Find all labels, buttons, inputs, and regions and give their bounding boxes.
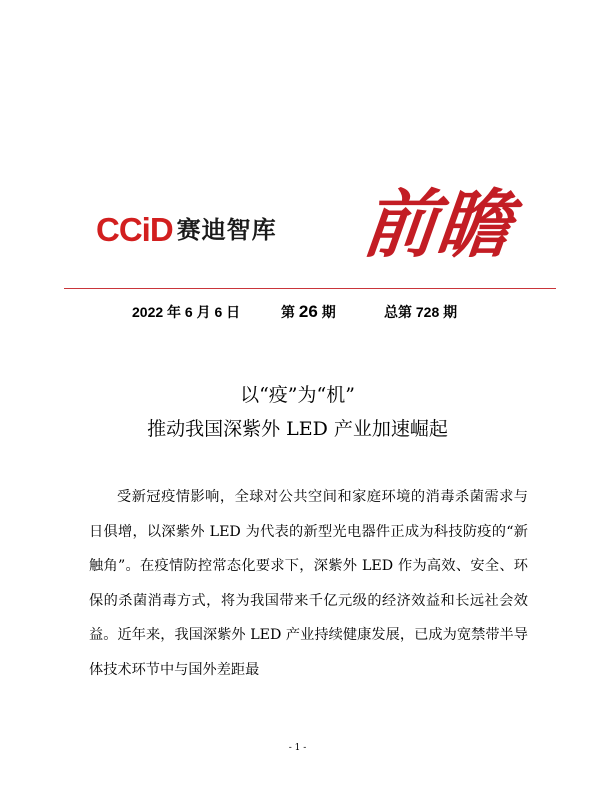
article-paragraph: 受新冠疫情影响，全球对公共空间和家庭环境的消毒杀菌需求与日俱增，以深紫外 LED 为代表的新型光电器件正成为科技防疫的“新触角”。在疫情防控常态化要求下，深紫外 LED 作为高效、安全、环保的杀菌消毒方式，将为我国带来千亿元级的经济效益和长远社会效益。近年来，我国深紫外 LED 产业持续健康发展，已成为宽禁带半导体技术环节中与国外差距最 [89, 489, 528, 678]
issue-number-suffix: 期 [317, 304, 336, 320]
article-title-line1: 以“疫”为“机” [240, 384, 355, 406]
page-number: - 1 - [288, 743, 307, 753]
header-divider [64, 288, 556, 289]
issue-info [0, 300, 595, 324]
ccid-logo [96, 210, 277, 250]
issue-number-value: 26 [298, 302, 318, 321]
masthead-title: 前瞻 [358, 182, 516, 268]
ccid-logo-mark: CCiD [96, 211, 173, 248]
ccid-logo-name: 赛迪智库 [176, 216, 277, 244]
issue-number [281, 300, 336, 324]
issue-total: 总第 728 期 [384, 304, 458, 320]
issue-number-prefix: 第 [281, 304, 299, 320]
article-title-line2: 推动我国深紫外 LED 产业加速崛起 [147, 418, 448, 440]
issue-date: 2022 年 6 月 6 日 [132, 304, 241, 320]
